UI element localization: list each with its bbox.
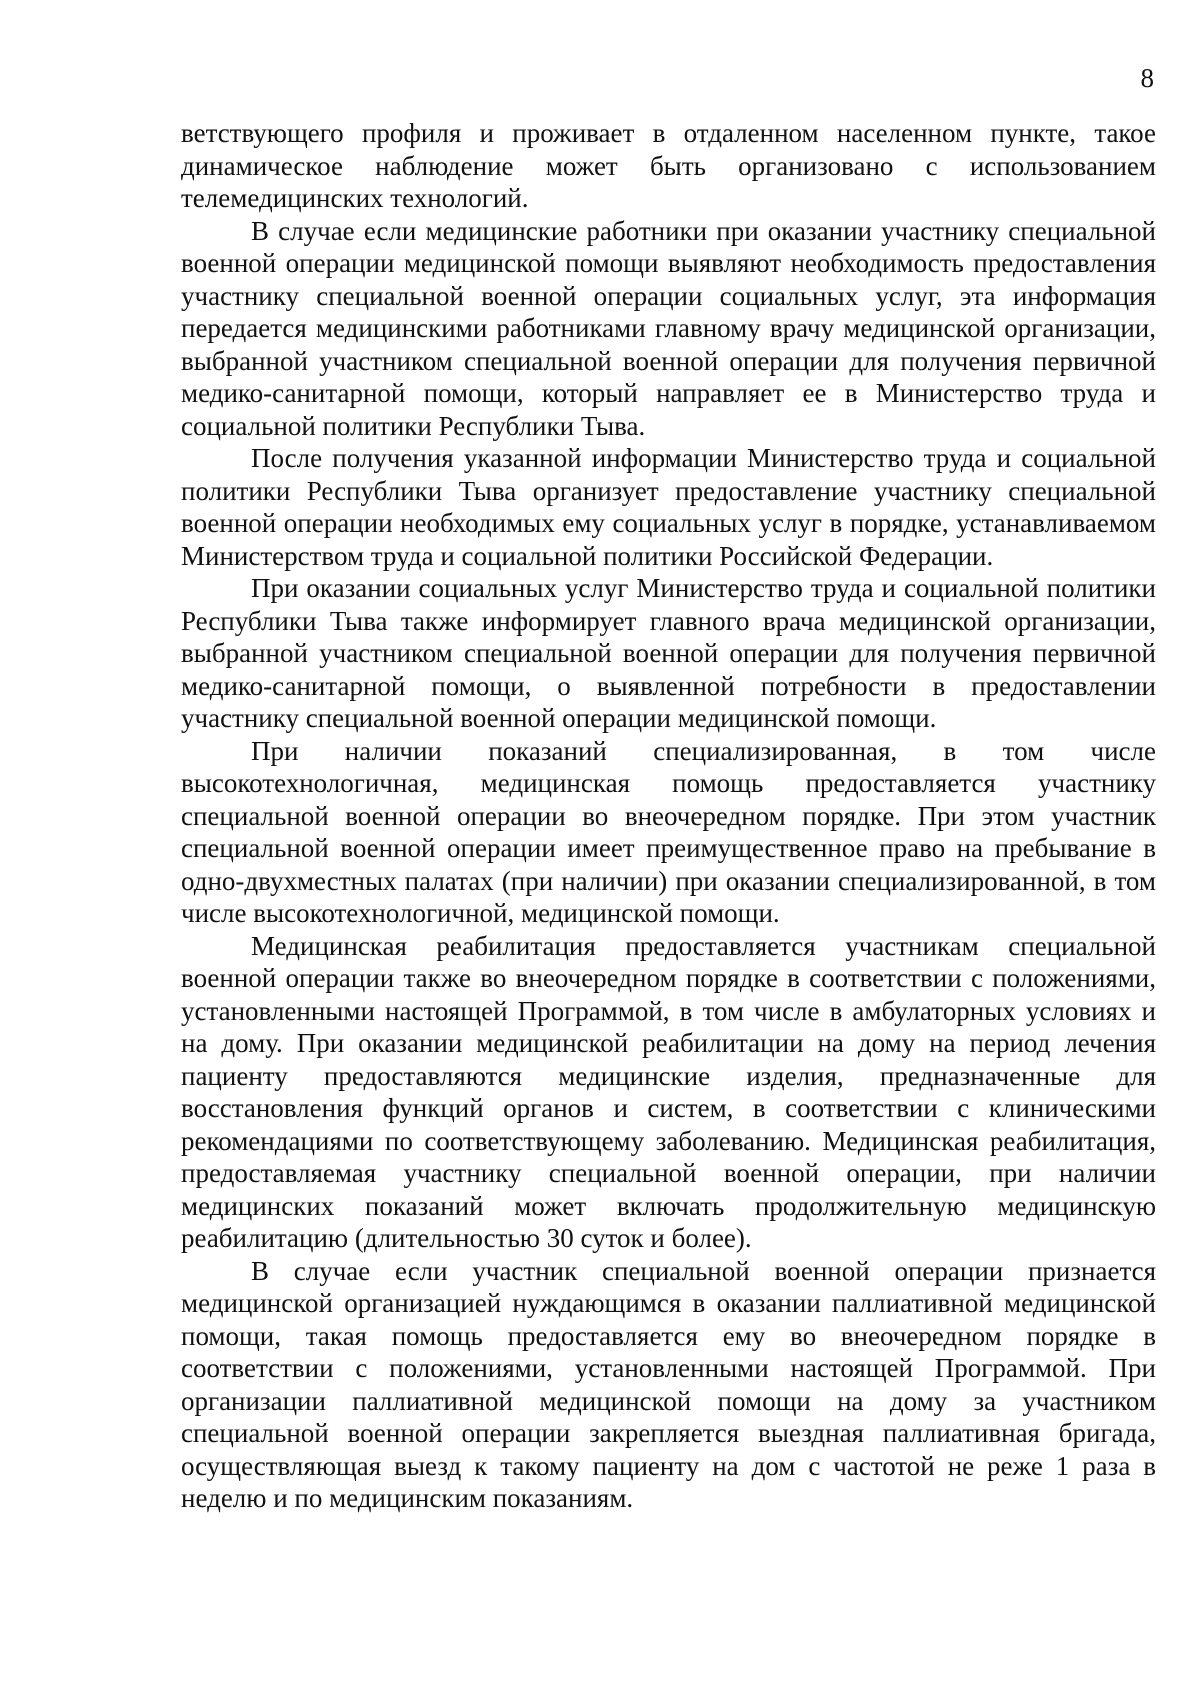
paragraph-medical-rehabilitation: Медицинская реабилитация предоставляется участникам специальной военной операции также во внеочередном порядке в соответствии с положениями, установленными настоящей Программой, в том числе в амбулаторных условиях и на дому. При оказании медицинской реабилитации на дому на период лечения пациенту предоставляются медицинские изделия, предназначенные для восстановления функций органов и систем, в соответствии с клиническими рекомендациями по соответствующему заболеванию. Медицинская реабилитация, предоставляемая участнику специальной военной операции, при наличии медицинских показаний может включать продолжительную медицинскую реабилитацию (длительностью 30 суток и более).	[181, 930, 1156, 1253]
page-number: 8	[1140, 63, 1154, 93]
paragraph-specialized-care: При наличии показаний специализированная, в том числе высокотехнологичная, медицинская помощь предоставляется участнику специальной военной операции во внеочередном порядке. При этом участник специальной военной операции имеет преимущественное право на пребывание в одно-двухместных палатах (при наличии) при оказании специализированной, в том числе высокотехнологичной, медицинской помощи.	[181, 735, 1156, 928]
paragraph-ministry-organizes: После получения указанной информации Министерство труда и социальной политики Республики Тыва организует предоставление участнику специальной военной операции необходимых ему социальных услуг в порядке, устанавливаемом Министерством труда и социальной политики Российской Федерации.	[181, 443, 1156, 571]
paragraph-ministry-informs: При оказании социальных услуг Министерство труда и социальной политики Республики Тыва также информирует главного врача медицинской организации, выбранной участником специальной военной операции для получения первичной медико-санитарной помощи, о выявленной потребности в предоставлении участнику специальной военной операции медицинской помощи.	[181, 573, 1156, 733]
paragraph-social-services-need: В случае если медицинские работники при оказании участнику специальной военной операции медицинской помощи выявляют необходимость предоставления участнику специальной военной операции социальных услуг, эта информация передается медицинскими работниками главному врачу медицинской организации, выбранной участником специальной военной операции для получения первичной медико-санитарной помощи, который направляет ее в Министерство труда и социальной политики Республики Тыва.	[181, 215, 1156, 441]
document-body	[181, 117, 1156, 1515]
paragraph-palliative-care: В случае если участник специальной военной операции признается медицинской организацией нуждающимся в оказании паллиативной медицинской помощи, такая помощь предоставляется ему во внеочередном порядке в соответствии с положениями, установленными настоящей Программой. При организации паллиативной медицинской помощи на дому за участником специальной военной операции закрепляется выездная паллиативная бригада, осуществляющая выезд к такому пациенту на дом с частотой не реже 1 раза в неделю и по медицинским показаниям.	[181, 1255, 1156, 1513]
paragraph-continuation: ветствующего профиля и проживает в отдаленном населенном пункте, такое динамическое наблюдение может быть организовано с использованием телемедицинских технологий.	[181, 118, 1156, 213]
